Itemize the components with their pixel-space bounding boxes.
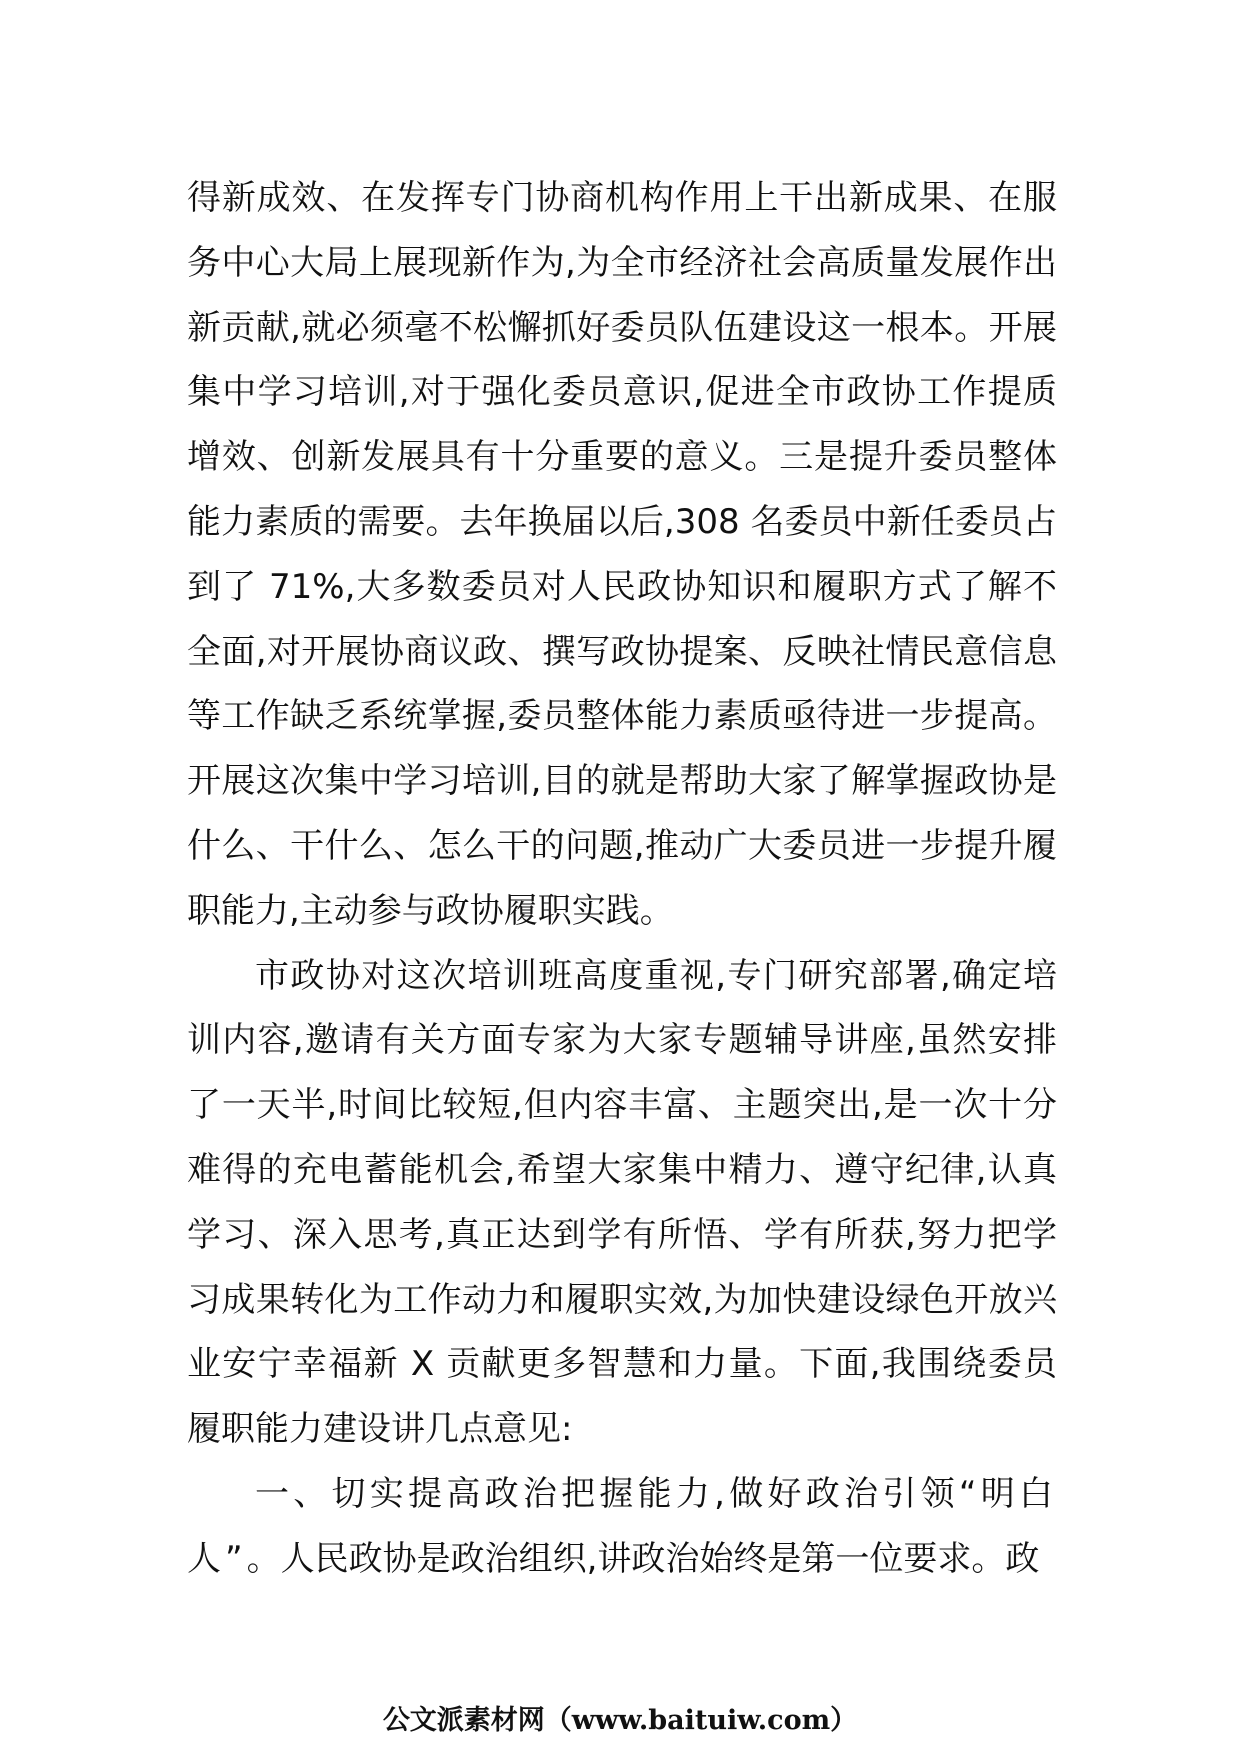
section-heading-1: 一、切实提高政治把握能力,做好政治引领“明白人” [187,1473,1057,1579]
paragraph-3-body: 。人民政协是政治组织,讲政治始终是第一位要求。政 [246,1538,1040,1579]
footer-watermark: 公文派素材网（www.baituiw.com） [382,1705,858,1736]
paragraph-3 [187,1462,1057,1592]
paragraph-2: 市政协对这次培训班高度重视,专门研究部署,确定培训内容,邀请有关方面专家为大家专题辅导讲座,虽然安排了一天半,时间比较短,但内容丰富、主题突出,是一次十分难得的充电蓄能机会,希望大家集中精力、遵守纪律,认真学习、深入思考,真正达到学有所悟、学有所获,努力把学习成果转化为工作动力和履职实效,为加快建设绿色开放兴业安宁幸福新 X 贡献更多智慧和力量。下面,我围绕委员履职能力建设讲几点意见: [187,955,1057,1450]
paragraph-1: 得新成效、在发挥专门协商机构作用上干出新成果、在服务中心大局上展现新作为,为全市经济社会高质量发展作出新贡献,就必须毫不松懈抓好委员队伍建设这一根本。开展集中学习培训,对于强化委员意识,促进全市政协工作提质增效、创新发展具有十分重要的意义。三是提升委员整体能力素质的需要。去年换届以后,308 名委员中新任委员占到了 71%,大多数委员对人民政协知识和履职方式了解不全面,对开展协商议政、撰写政协提案、反映社情民意信息等工作缺乏系统掌握,委员整体能力素质亟待进一步提高。开展这次集中学习培训,目的就是帮助大家了解掌握政协是什么、干什么、怎么干的问题,推动广大委员进一步提升履职能力,主动参与政协履职实践。 [187,178,1057,931]
document-body [187,166,1057,1592]
